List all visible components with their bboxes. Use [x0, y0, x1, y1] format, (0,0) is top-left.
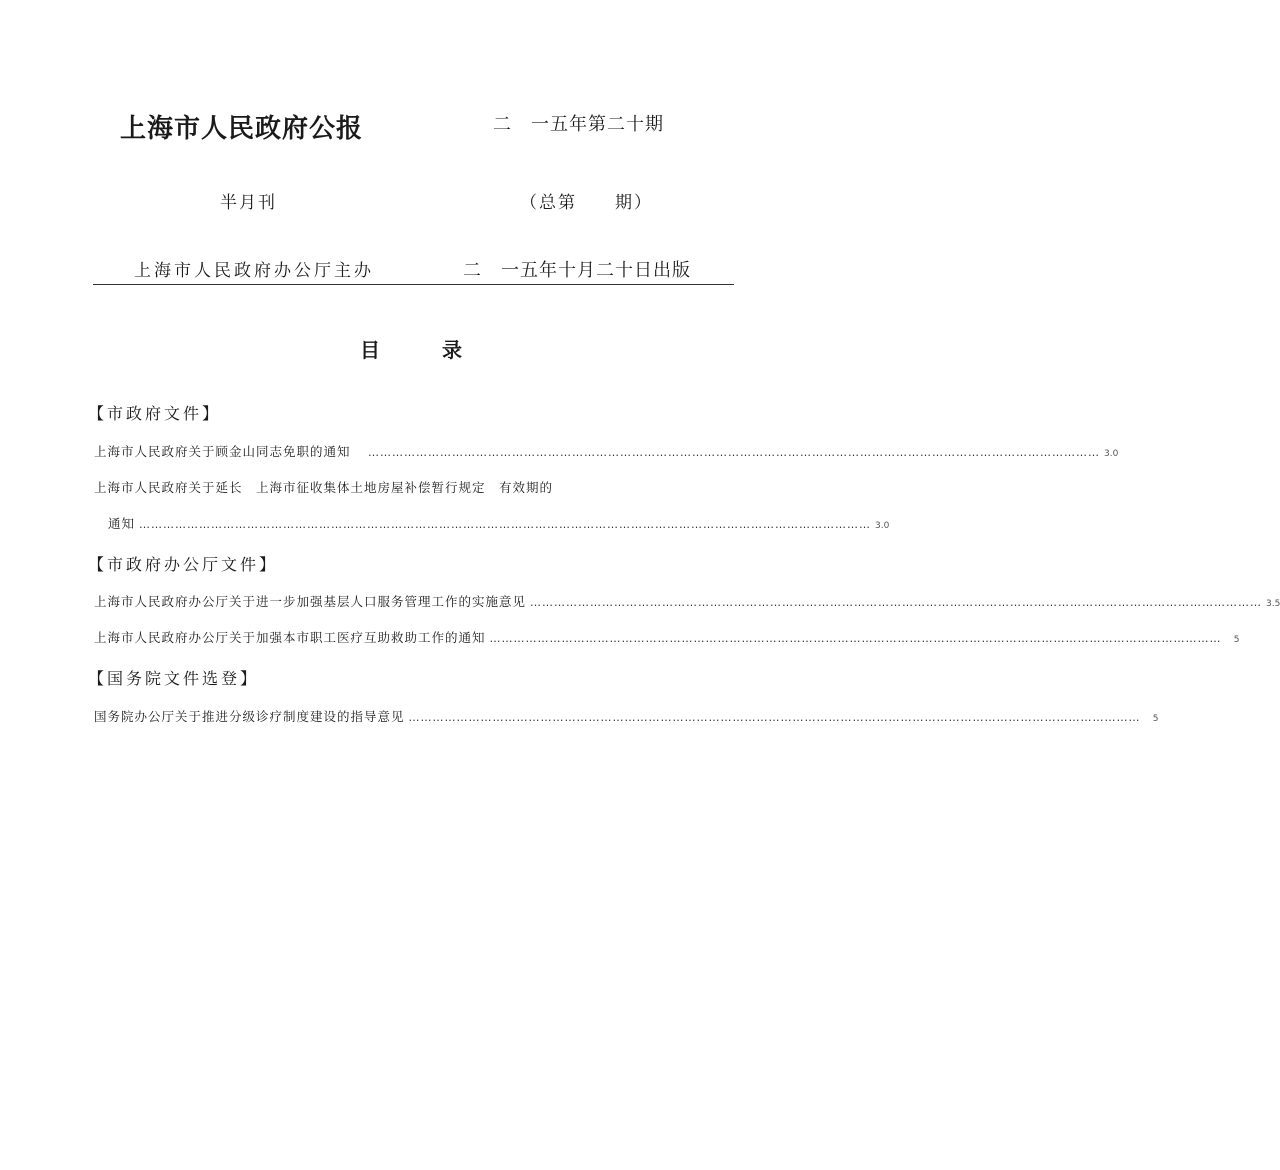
publisher: 上海市人民政府办公厅主办: [134, 261, 374, 281]
dot-leader: …………………………………………………………………………………………………………………………………………………………………: [368, 446, 1101, 459]
section-heading-municipal-docs: 【市政府文件】: [88, 404, 222, 423]
toc-title: 目录: [360, 338, 524, 362]
toc-entry-continued[interactable]: 上海市人民政府关于延长 上海市征收集体土地房屋补偿暂行规定 有效期的: [94, 480, 554, 495]
dot-leader: …………………………………………………………………………………………………………………………………………………………………: [139, 518, 872, 531]
toc-entry-label: 上海市人民政府办公厅关于加强本市职工医疗互助救助工作的通知: [94, 630, 486, 645]
toc-entry-page: 3.0: [1104, 449, 1119, 459]
section-heading-office-docs: 【市政府办公厅文件】: [88, 555, 279, 574]
toc-entry-page: 5: [1152, 714, 1159, 724]
total-issue-number: （总第 期）: [520, 193, 653, 213]
toc-entry[interactable]: [94, 442, 1119, 460]
toc-entry-label: 上海市人民政府关于顾金山同志免职的通知: [94, 444, 365, 459]
dot-leader: …………………………………………………………………………………………………………………………………………………………………: [489, 632, 1222, 645]
toc-entry-label: 通知: [108, 516, 136, 531]
header-divider: [93, 284, 734, 285]
toc-entry[interactable]: [108, 514, 890, 532]
toc-entry-label: 国务院办公厅关于推进分级诊疗制度建设的指导意见: [94, 709, 405, 724]
toc-entry-label: 上海市人民政府办公厅关于进一步加强基层人口服务管理工作的实施意见: [94, 594, 527, 609]
publish-date: 二 一五年十月二十日出版: [463, 260, 691, 281]
publication-frequency: 半月刊: [220, 193, 277, 213]
toc-entry[interactable]: [94, 628, 1240, 646]
toc-entry-page: 3.0: [875, 521, 890, 531]
section-heading-state-council-docs: 【国务院文件选登】: [88, 669, 260, 688]
toc-entry[interactable]: [94, 707, 1159, 725]
gazette-title: 上海市人民政府公报: [120, 114, 364, 144]
toc-entry-page: 3.5: [1266, 599, 1280, 609]
issue-number: 二 一五年第二十期: [493, 114, 664, 135]
dot-leader: …………………………………………………………………………………………………………………………………………………………………: [408, 711, 1141, 724]
toc-entry[interactable]: [94, 592, 1280, 610]
dot-leader: …………………………………………………………………………………………………………………………………………………………………: [530, 596, 1263, 609]
toc-entry-page: 5: [1233, 635, 1240, 645]
